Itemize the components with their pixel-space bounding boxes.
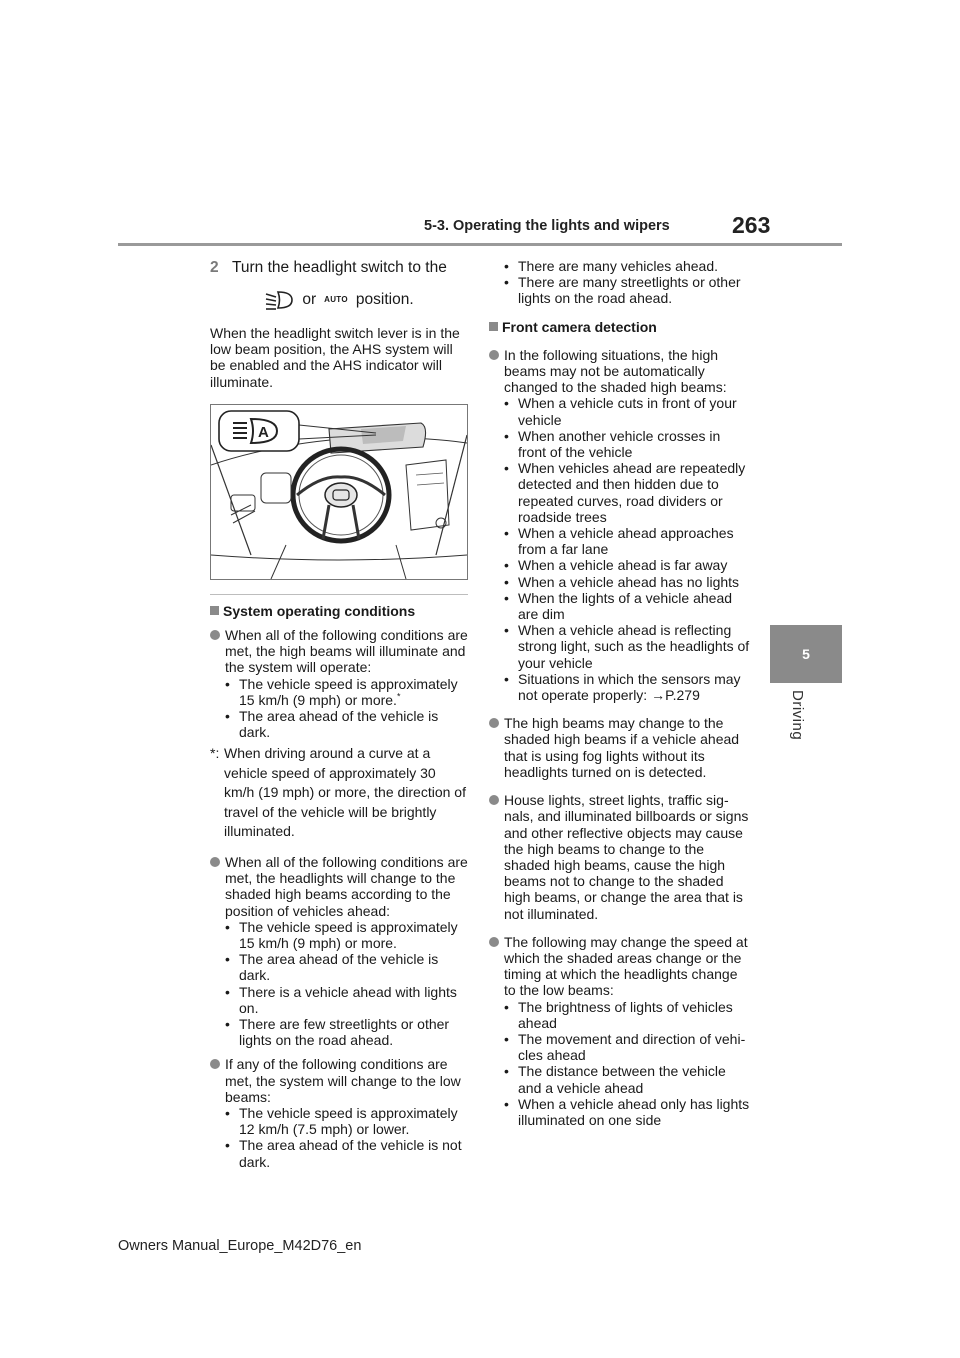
list-item-text: The movement and direction of vehi-cles ahead [518,1030,746,1064]
footnote [210,744,468,842]
system-conditions-heading [210,603,468,619]
list-item [504,574,751,590]
bullet-item [489,715,751,780]
dashboard-figure [210,404,468,580]
right-column [489,258,751,1128]
bullet-item [489,792,751,922]
ahs-letter: A [258,423,269,441]
dashboard-illustration [211,405,467,579]
left-column [210,258,468,1170]
bullet-item [489,934,751,1128]
list-item-page-ref[interactable] [504,671,751,703]
position-text: position. [355,290,414,308]
chapter-label: Driving [789,690,806,741]
list-item-text: The area ahead of the vehicle is not dark. [239,1137,462,1170]
list-mark: • [225,1104,230,1121]
list-item [504,525,751,557]
list-mark: • [504,460,509,477]
figure-rule [210,594,468,595]
footnote-mark: *: [210,745,220,762]
list-mark: • [225,951,230,968]
list-mark: • [504,670,509,687]
bullet-item [210,1056,468,1169]
list-mark: • [504,573,509,590]
list-item [504,1063,751,1095]
step-line-2 [210,289,468,311]
list-mark: • [504,1063,509,1080]
header-rule [118,243,842,246]
list-mark: • [225,1137,230,1154]
list-item-text: When a vehicle ahead approaches from a far lane [518,525,734,558]
list-item-text: When a vehicle ahead is reflecting strong light, such as the headlights of your vehicle [518,622,750,671]
list-item [225,951,468,983]
list-item-text: The distance between the vehicle and a vehicle ahead [518,1063,726,1096]
list-item [504,258,751,274]
front-camera-heading [489,319,751,335]
list-item [504,1031,751,1063]
bullet-text: The high beams may change to the shaded high beams if a vehicle ahead that is using fog lights without its headlights turned on is detected. [504,715,740,780]
list-mark: • [504,525,509,542]
list-item [225,676,468,708]
bullet-text: When all of the following conditions are met, the high beams will illuminate and the system will operate: [225,627,468,676]
list-mark: • [504,1030,509,1047]
list-item-text: There are many vehicles ahead. [518,258,718,274]
bullet-text: If any of the following conditions are met, the system will change to the low beams: [225,1056,461,1105]
list-item [225,1016,468,1048]
list-item-text: The vehicle speed is approximately 15 km/h (9 mph) or more. [239,675,458,708]
list-item [225,1137,468,1169]
continued-list [489,258,751,307]
list-item-text: When a vehicle ahead is far away [518,557,728,574]
low-beam-icon [264,289,294,311]
list-item [504,460,751,525]
heading-text: System operating conditions [223,602,416,619]
heading-square-icon [489,322,498,331]
list-mark: • [504,427,509,444]
list-item [504,274,751,306]
list-mark: • [225,708,230,725]
bullet-text: House lights, street lights, traffic sig-nals, and illuminated billboards or signs and other reflective objects may cause the high beams to change to the shaded high beams, cause the high beams not to change to the shaded high beams, or change the area that is not illuminated. [504,792,749,922]
list-item-text: When another vehicle crosses in front of the vehicle [518,427,721,461]
footnote-star: * [396,691,401,702]
list-item-text: There is a vehicle ahead with lights on. [239,983,457,1016]
list-mark: • [225,983,230,1000]
list-item-text: The vehicle speed is approximately 15 km/h (9 mph) or more. [239,918,458,951]
step-number: 2 [210,259,219,276]
list-item-text: The vehicle speed is approximately 12 km/h (7.5 mph) or lower. [239,1104,458,1138]
bullet-dot-icon [210,630,220,640]
bullet-item [210,627,468,740]
list-item-text: When vehicles ahead are repeatedly detected and then hidden due to repeated curves, road dividers or roadside trees [518,460,746,525]
bullet-dot-icon [210,857,220,867]
list-mark: • [504,557,509,574]
bullet-item [210,854,468,1048]
step-2 [210,258,468,277]
step-text: Turn the headlight switch to the [232,259,447,276]
list-item [504,557,751,573]
list-item-text: When a vehicle ahead only has lights illuminated on one side [518,1095,750,1128]
list-item-text: There are few streetlights or other lights on the road ahead. [239,1015,450,1049]
list-mark: • [504,622,509,639]
list-item-text: The brightness of lights of vehicles ahead [518,998,733,1031]
list-item [225,919,468,951]
chapter-tab[interactable] [770,625,842,683]
footnote-text: When driving around a curve at a vehicle speed of approximately 30 km/h (19 mph) or more, the direction of travel of the vehicle will be brightly illuminated. [224,745,466,840]
bullet-dot-icon [489,350,499,360]
bullet-text: When all of the following conditions are met, the headlights will change to the shaded high beams according to the position of vehicles ahead: [225,853,468,919]
or-text: or [302,290,317,308]
list-item [504,1096,751,1128]
bullet-text: In the following situations, the high beams may not be automatically changed to the shaded high beams: [504,346,727,396]
section-title: 5-3. Operating the lights and wipers [424,218,670,234]
list-item [225,1105,468,1137]
list-item [504,590,751,622]
bullet-dot-icon [489,718,499,728]
list-item [504,999,751,1031]
bullet-dot-icon [489,937,499,947]
list-item [225,708,468,740]
list-mark: • [504,395,509,412]
footer-text: Owners Manual_Europe_M42D76_en [118,1238,362,1254]
list-mark: • [225,675,230,692]
list-item [504,395,751,427]
heading-text: Front camera detection [502,318,657,335]
list-item [504,428,751,460]
list-item [225,984,468,1016]
list-item-text: Situations in which the sensors may not operate properly: →P.279 [518,670,741,704]
list-mark: • [504,258,509,274]
auto-icon: AUTO [324,294,348,304]
list-mark: • [504,589,509,606]
heading-square-icon [210,606,219,615]
bullet-text: The following may change the speed at which the shaded areas change or the timing at which the headlights change to the low beams: [504,933,748,999]
list-mark: • [504,274,509,291]
chapter-number: 5 [802,646,810,662]
list-item-text: The area ahead of the vehicle is dark. [239,951,439,984]
list-mark: • [504,1095,509,1112]
bullet-dot-icon [489,795,499,805]
intro-paragraph: When the headlight switch lever is in the low beam position, the AHS system will be enabled and the AHS indicator will illuminate. [210,325,460,390]
list-item [504,622,751,671]
list-item-text: The area ahead of the vehicle is dark. [239,708,439,741]
list-mark: • [225,918,230,935]
list-item-text: When a vehicle cuts in front of your vehicle [518,395,737,428]
list-item-text: When a vehicle ahead has no lights [518,573,740,590]
bullet-item [489,347,751,703]
bullet-dot-icon [210,1059,220,1069]
list-item-text: There are many streetlights or other lights on the road ahead. [518,274,741,307]
list-item-text: When the lights of a vehicle ahead are dim [518,589,733,623]
page-number: 263 [732,212,771,238]
list-mark: • [504,998,509,1015]
list-mark: • [225,1015,230,1032]
